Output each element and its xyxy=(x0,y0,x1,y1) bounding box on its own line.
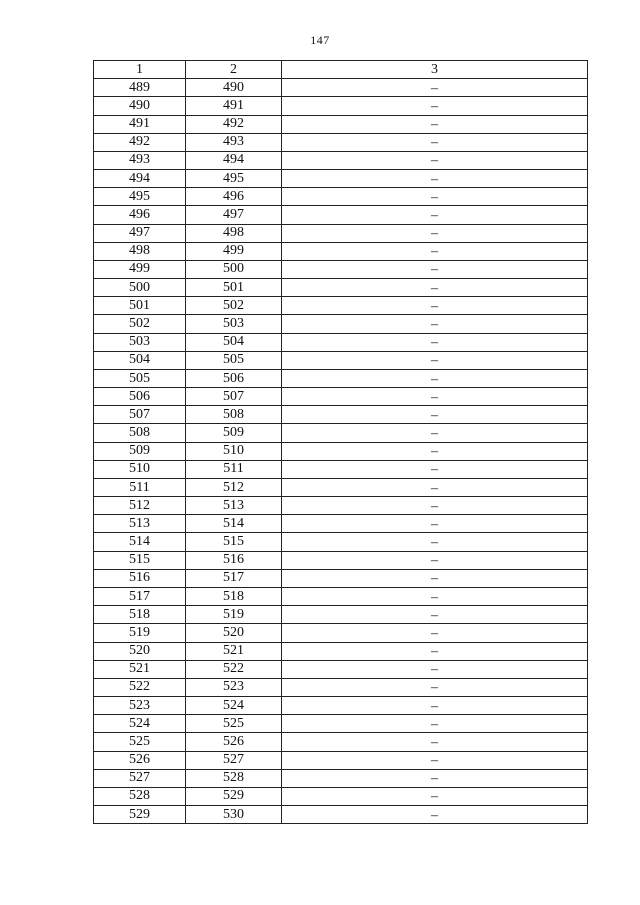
cell-col-1 xyxy=(94,587,186,605)
cell-value: 501 xyxy=(223,279,244,295)
table-row xyxy=(94,79,588,97)
column-header-2: 2 xyxy=(186,61,282,79)
cell-value: 522 xyxy=(223,661,244,677)
cell-col-3 xyxy=(282,333,588,351)
cell-value: 498 xyxy=(223,225,244,241)
table-row xyxy=(94,315,588,333)
cell-col-2 xyxy=(186,697,282,715)
cell-col-1 xyxy=(94,151,186,169)
dash-value: – xyxy=(431,389,438,405)
table-body xyxy=(94,79,588,824)
cell-col-1 xyxy=(94,242,186,260)
cell-col-3 xyxy=(282,351,588,369)
cell-col-2 xyxy=(186,406,282,424)
table-row xyxy=(94,533,588,551)
dash-value: – xyxy=(431,807,438,823)
cell-value: 493 xyxy=(129,152,150,168)
cell-col-2 xyxy=(186,206,282,224)
cell-value: 507 xyxy=(129,406,150,422)
table-row xyxy=(94,606,588,624)
cell-col-3 xyxy=(282,242,588,260)
cell-col-3 xyxy=(282,424,588,442)
table-row xyxy=(94,460,588,478)
cell-value: 524 xyxy=(223,697,244,713)
cell-col-3 xyxy=(282,224,588,242)
table-row xyxy=(94,624,588,642)
cell-col-2 xyxy=(186,497,282,515)
cell-col-2 xyxy=(186,806,282,824)
cell-value: 494 xyxy=(129,170,150,186)
cell-value: 530 xyxy=(223,806,244,822)
table-row xyxy=(94,642,588,660)
table-row xyxy=(94,497,588,515)
cell-col-1 xyxy=(94,79,186,97)
cell-value: 508 xyxy=(223,406,244,422)
cell-col-1 xyxy=(94,315,186,333)
cell-col-2 xyxy=(186,660,282,678)
cell-value: 521 xyxy=(223,643,244,659)
cell-value: 490 xyxy=(223,79,244,95)
table-row xyxy=(94,515,588,533)
cell-value: 499 xyxy=(223,243,244,259)
dash-value: – xyxy=(431,135,438,151)
dash-value: – xyxy=(431,553,438,569)
cell-value: 522 xyxy=(129,679,150,695)
cell-col-2 xyxy=(186,551,282,569)
cell-value: 495 xyxy=(129,188,150,204)
cell-col-2 xyxy=(186,515,282,533)
cell-col-2 xyxy=(186,460,282,478)
cell-col-1 xyxy=(94,660,186,678)
cell-value: 503 xyxy=(129,334,150,350)
dash-value: – xyxy=(431,316,438,332)
cell-col-3 xyxy=(282,460,588,478)
cell-col-2 xyxy=(186,188,282,206)
dash-value: – xyxy=(431,98,438,114)
cell-col-2 xyxy=(186,733,282,751)
dash-value: – xyxy=(431,117,438,133)
cell-value: 520 xyxy=(129,643,150,659)
table-row xyxy=(94,806,588,824)
dash-value: – xyxy=(431,207,438,223)
cell-col-1 xyxy=(94,460,186,478)
table-row xyxy=(94,369,588,387)
cell-value: 514 xyxy=(129,534,150,550)
table-row xyxy=(94,242,588,260)
cell-col-3 xyxy=(282,751,588,769)
cell-col-1 xyxy=(94,715,186,733)
cell-value: 503 xyxy=(223,315,244,331)
cell-value: 523 xyxy=(129,697,150,713)
table-row xyxy=(94,151,588,169)
cell-value: 493 xyxy=(223,134,244,150)
table-row xyxy=(94,697,588,715)
table-row xyxy=(94,97,588,115)
cell-value: 519 xyxy=(223,606,244,622)
dash-value: – xyxy=(431,244,438,260)
cell-col-2 xyxy=(186,587,282,605)
dash-value: – xyxy=(431,426,438,442)
dash-value: – xyxy=(431,407,438,423)
dash-value: – xyxy=(431,771,438,787)
cell-col-1 xyxy=(94,279,186,297)
table-row xyxy=(94,206,588,224)
cell-col-3 xyxy=(282,188,588,206)
cell-col-3 xyxy=(282,79,588,97)
dash-value: – xyxy=(431,462,438,478)
dash-value: – xyxy=(431,498,438,514)
cell-col-1 xyxy=(94,133,186,151)
dash-value: – xyxy=(431,371,438,387)
table-row xyxy=(94,424,588,442)
cell-value: 517 xyxy=(129,588,150,604)
cell-col-1 xyxy=(94,769,186,787)
cell-value: 502 xyxy=(129,315,150,331)
table-row xyxy=(94,351,588,369)
cell-value: 525 xyxy=(223,715,244,731)
dash-value: – xyxy=(431,516,438,532)
cell-value: 512 xyxy=(223,479,244,495)
cell-col-1 xyxy=(94,224,186,242)
cell-col-2 xyxy=(186,624,282,642)
cell-col-1 xyxy=(94,497,186,515)
table-row xyxy=(94,678,588,696)
table-row xyxy=(94,388,588,406)
cell-value: 519 xyxy=(129,624,150,640)
data-table xyxy=(93,60,588,824)
cell-value: 506 xyxy=(223,370,244,386)
table-row xyxy=(94,260,588,278)
cell-value: 500 xyxy=(129,279,150,295)
cell-col-3 xyxy=(282,806,588,824)
cell-value: 528 xyxy=(129,788,150,804)
cell-col-1 xyxy=(94,260,186,278)
table-row xyxy=(94,478,588,496)
cell-col-1 xyxy=(94,478,186,496)
dash-value: – xyxy=(431,753,438,769)
cell-col-1 xyxy=(94,606,186,624)
cell-value: 518 xyxy=(223,588,244,604)
table-row xyxy=(94,224,588,242)
page-number: 147 xyxy=(310,33,330,47)
dash-value: – xyxy=(431,353,438,369)
dash-value: – xyxy=(431,680,438,696)
cell-value: 496 xyxy=(223,188,244,204)
cell-col-3 xyxy=(282,515,588,533)
dash-value: – xyxy=(431,262,438,278)
cell-col-3 xyxy=(282,369,588,387)
cell-value: 504 xyxy=(223,334,244,350)
table-row xyxy=(94,551,588,569)
cell-col-1 xyxy=(94,188,186,206)
cell-col-2 xyxy=(186,260,282,278)
table-row xyxy=(94,751,588,769)
cell-col-3 xyxy=(282,388,588,406)
cell-value: 525 xyxy=(129,733,150,749)
cell-col-2 xyxy=(186,642,282,660)
cell-col-1 xyxy=(94,388,186,406)
dash-value: – xyxy=(431,571,438,587)
cell-col-3 xyxy=(282,170,588,188)
cell-value: 511 xyxy=(223,461,244,477)
cell-col-2 xyxy=(186,751,282,769)
cell-value: 512 xyxy=(129,497,150,513)
table-row xyxy=(94,170,588,188)
cell-col-2 xyxy=(186,424,282,442)
cell-col-2 xyxy=(186,569,282,587)
dash-value: – xyxy=(431,189,438,205)
cell-value: 509 xyxy=(223,425,244,441)
cell-col-2 xyxy=(186,787,282,805)
cell-col-1 xyxy=(94,642,186,660)
cell-col-1 xyxy=(94,333,186,351)
cell-col-1 xyxy=(94,515,186,533)
cell-col-1 xyxy=(94,624,186,642)
column-header-1: 1 xyxy=(94,61,186,79)
cell-col-3 xyxy=(282,715,588,733)
cell-col-2 xyxy=(186,351,282,369)
table-row xyxy=(94,569,588,587)
cell-col-2 xyxy=(186,133,282,151)
cell-value: 497 xyxy=(129,225,150,241)
table-row xyxy=(94,333,588,351)
dash-value: – xyxy=(431,535,438,551)
dash-value: – xyxy=(431,480,438,496)
table-row xyxy=(94,733,588,751)
cell-value: 496 xyxy=(129,206,150,222)
cell-col-1 xyxy=(94,424,186,442)
cell-col-3 xyxy=(282,697,588,715)
cell-value: 497 xyxy=(223,206,244,222)
cell-col-1 xyxy=(94,351,186,369)
cell-col-3 xyxy=(282,551,588,569)
table-row xyxy=(94,188,588,206)
cell-col-1 xyxy=(94,806,186,824)
cell-col-1 xyxy=(94,733,186,751)
cell-value: 513 xyxy=(223,497,244,513)
cell-col-3 xyxy=(282,624,588,642)
table-row xyxy=(94,787,588,805)
cell-col-1 xyxy=(94,533,186,551)
cell-col-2 xyxy=(186,533,282,551)
cell-col-2 xyxy=(186,315,282,333)
cell-col-3 xyxy=(282,678,588,696)
cell-col-1 xyxy=(94,787,186,805)
dash-value: – xyxy=(431,335,438,351)
cell-value: 527 xyxy=(129,770,150,786)
table-row xyxy=(94,769,588,787)
cell-col-2 xyxy=(186,769,282,787)
cell-col-3 xyxy=(282,260,588,278)
cell-value: 518 xyxy=(129,606,150,622)
cell-value: 516 xyxy=(223,552,244,568)
dash-value: – xyxy=(431,153,438,169)
cell-value: 520 xyxy=(223,624,244,640)
cell-col-3 xyxy=(282,279,588,297)
cell-value: 523 xyxy=(223,679,244,695)
cell-value: 510 xyxy=(129,461,150,477)
dash-value: – xyxy=(431,298,438,314)
table-row xyxy=(94,587,588,605)
cell-value: 504 xyxy=(129,352,150,368)
cell-col-3 xyxy=(282,115,588,133)
dash-value: – xyxy=(431,280,438,296)
dash-value: – xyxy=(431,789,438,805)
cell-col-2 xyxy=(186,606,282,624)
cell-col-2 xyxy=(186,79,282,97)
cell-col-2 xyxy=(186,242,282,260)
cell-col-1 xyxy=(94,115,186,133)
cell-col-1 xyxy=(94,551,186,569)
dash-value: – xyxy=(431,734,438,750)
cell-col-3 xyxy=(282,642,588,660)
cell-col-3 xyxy=(282,442,588,460)
cell-value: 502 xyxy=(223,297,244,313)
table-row xyxy=(94,715,588,733)
cell-col-1 xyxy=(94,751,186,769)
cell-col-1 xyxy=(94,206,186,224)
cell-col-3 xyxy=(282,297,588,315)
cell-value: 501 xyxy=(129,297,150,313)
dash-value: – xyxy=(431,625,438,641)
cell-col-3 xyxy=(282,606,588,624)
cell-col-1 xyxy=(94,170,186,188)
table-row xyxy=(94,115,588,133)
cell-value: 528 xyxy=(223,770,244,786)
cell-col-2 xyxy=(186,715,282,733)
dash-value: – xyxy=(431,171,438,187)
dash-value: – xyxy=(431,226,438,242)
dash-value: – xyxy=(431,716,438,732)
cell-value: 509 xyxy=(129,443,150,459)
cell-value: 510 xyxy=(223,443,244,459)
cell-value: 505 xyxy=(223,352,244,368)
cell-value: 507 xyxy=(223,388,244,404)
dash-value: – xyxy=(431,589,438,605)
cell-value: 513 xyxy=(129,515,150,531)
cell-col-1 xyxy=(94,369,186,387)
table-row xyxy=(94,406,588,424)
cell-col-3 xyxy=(282,133,588,151)
cell-value: 499 xyxy=(129,261,150,277)
table-header-row xyxy=(94,61,588,79)
cell-col-2 xyxy=(186,97,282,115)
cell-col-1 xyxy=(94,297,186,315)
cell-value: 491 xyxy=(129,116,150,132)
cell-col-2 xyxy=(186,297,282,315)
cell-col-3 xyxy=(282,97,588,115)
cell-col-3 xyxy=(282,533,588,551)
cell-col-1 xyxy=(94,406,186,424)
dash-value: – xyxy=(431,607,438,623)
column-header-3: 3 xyxy=(282,61,588,79)
cell-col-1 xyxy=(94,442,186,460)
cell-col-3 xyxy=(282,769,588,787)
cell-value: 514 xyxy=(223,515,244,531)
cell-value: 527 xyxy=(223,752,244,768)
cell-col-1 xyxy=(94,697,186,715)
cell-col-3 xyxy=(282,478,588,496)
cell-value: 492 xyxy=(129,134,150,150)
cell-col-3 xyxy=(282,497,588,515)
cell-value: 526 xyxy=(223,733,244,749)
dash-value: – xyxy=(431,662,438,678)
dash-value: – xyxy=(431,444,438,460)
cell-col-2 xyxy=(186,678,282,696)
cell-col-3 xyxy=(282,151,588,169)
cell-col-2 xyxy=(186,388,282,406)
cell-value: 524 xyxy=(129,715,150,731)
cell-value: 492 xyxy=(223,116,244,132)
cell-col-1 xyxy=(94,678,186,696)
cell-col-3 xyxy=(282,787,588,805)
table-row xyxy=(94,297,588,315)
cell-col-3 xyxy=(282,406,588,424)
cell-col-3 xyxy=(282,206,588,224)
cell-value: 489 xyxy=(129,79,150,95)
dash-value: – xyxy=(431,698,438,714)
cell-value: 511 xyxy=(129,479,150,495)
table-row xyxy=(94,442,588,460)
cell-col-1 xyxy=(94,569,186,587)
cell-value: 500 xyxy=(223,261,244,277)
cell-value: 506 xyxy=(129,388,150,404)
cell-value: 517 xyxy=(223,570,244,586)
cell-value: 505 xyxy=(129,370,150,386)
cell-value: 498 xyxy=(129,243,150,259)
cell-value: 508 xyxy=(129,425,150,441)
cell-col-3 xyxy=(282,569,588,587)
cell-value: 526 xyxy=(129,752,150,768)
dash-value: – xyxy=(431,644,438,660)
cell-col-1 xyxy=(94,97,186,115)
cell-col-2 xyxy=(186,333,282,351)
cell-value: 494 xyxy=(223,152,244,168)
table-row xyxy=(94,660,588,678)
cell-value: 495 xyxy=(223,170,244,186)
cell-value: 529 xyxy=(129,806,150,822)
cell-value: 529 xyxy=(223,788,244,804)
cell-col-3 xyxy=(282,733,588,751)
cell-col-2 xyxy=(186,151,282,169)
cell-value: 521 xyxy=(129,661,150,677)
cell-col-2 xyxy=(186,224,282,242)
cell-col-2 xyxy=(186,369,282,387)
cell-value: 491 xyxy=(223,97,244,113)
cell-value: 515 xyxy=(223,534,244,550)
cell-value: 490 xyxy=(129,97,150,113)
cell-col-2 xyxy=(186,442,282,460)
cell-col-3 xyxy=(282,315,588,333)
cell-col-2 xyxy=(186,279,282,297)
cell-col-3 xyxy=(282,587,588,605)
cell-col-2 xyxy=(186,170,282,188)
table-row xyxy=(94,279,588,297)
cell-value: 515 xyxy=(129,552,150,568)
table-row xyxy=(94,133,588,151)
dash-value: – xyxy=(431,80,438,96)
cell-col-2 xyxy=(186,478,282,496)
cell-col-2 xyxy=(186,115,282,133)
cell-value: 516 xyxy=(129,570,150,586)
cell-col-3 xyxy=(282,660,588,678)
